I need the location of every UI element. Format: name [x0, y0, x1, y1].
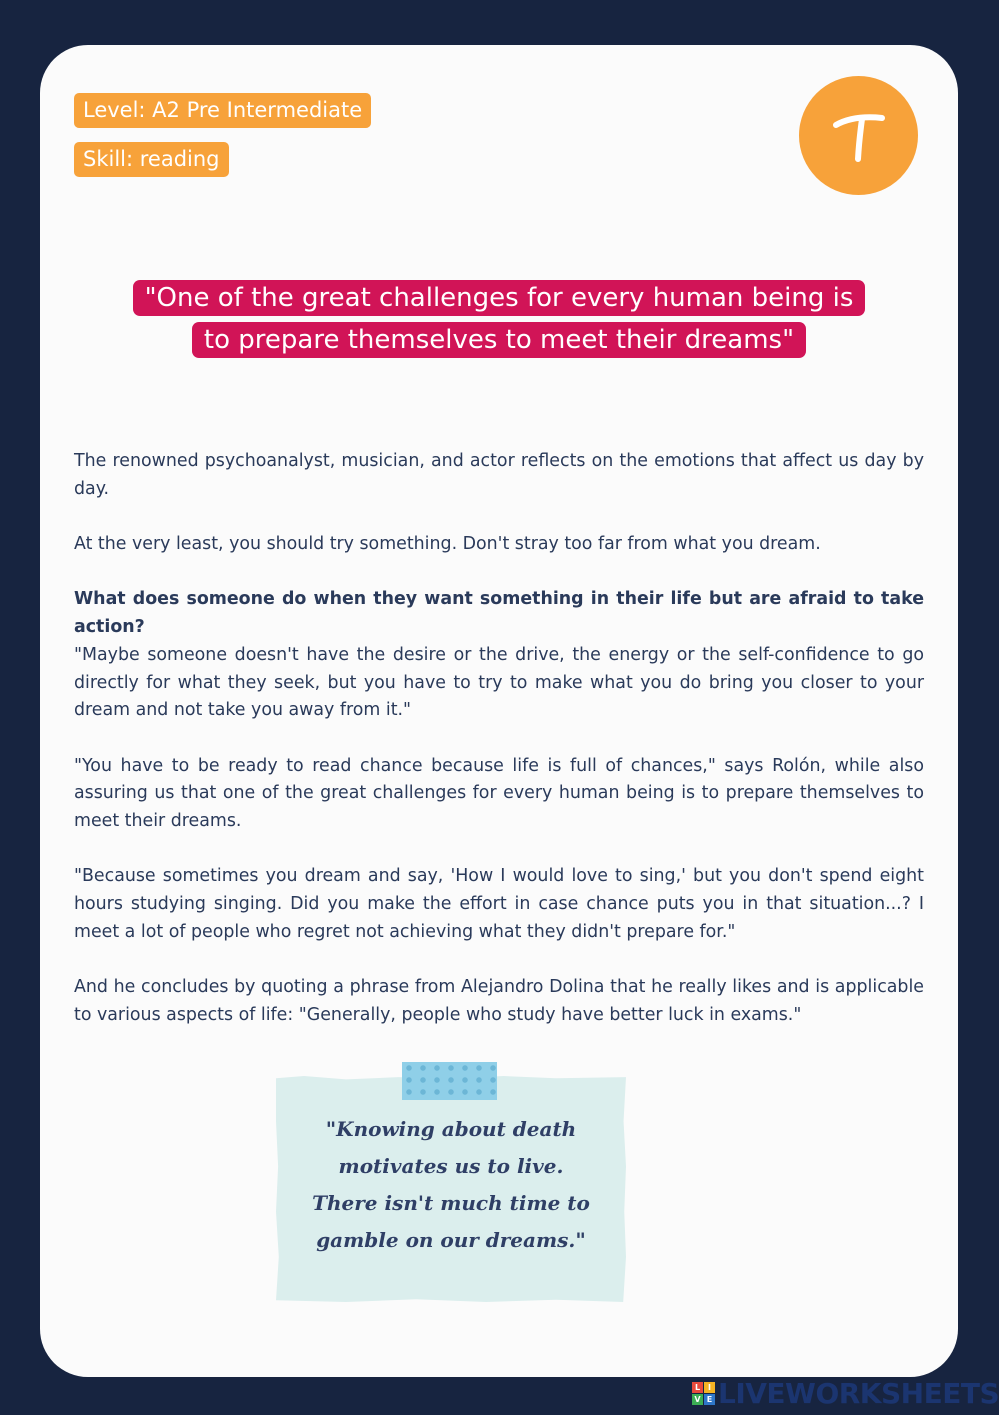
article-question: What does someone do when they want something in their life but are afraid to take action? — [74, 589, 924, 638]
note-line-3: There isn't much time to — [312, 1191, 590, 1215]
brand-block-1: L — [692, 1382, 703, 1393]
article-body — [74, 448, 924, 1057]
headline-quote — [74, 277, 924, 361]
note-line-1: "Knowing about death — [325, 1117, 577, 1141]
level-tag: Level: A2 Pre Intermediate — [74, 93, 371, 128]
article-paragraph-4: "You have to be ready to read chance because life is full of chances," says Rolón, while also assuring us that one of the great challenges for every human being is to prepare themselves to meet their dreams. — [74, 755, 924, 832]
brand-block-3: V — [692, 1394, 703, 1405]
headline-line-1: "One of the great challenges for every human being is — [133, 280, 866, 316]
note-line-4: gamble on our dreams." — [316, 1228, 586, 1252]
sticky-note-quote — [276, 1111, 626, 1259]
article-paragraph-5: "Because sometimes you dream and say, 'How I would love to sing,' but you don't spend eight hours studying singing. Did you make the effort in case chance puts you in that situation...? I meet a lot of people who regret not achieving what they didn't prepare for." — [74, 866, 924, 942]
brand-blocks-icon — [692, 1382, 715, 1405]
skill-tag: Skill: reading — [74, 142, 229, 177]
article-paragraph-2: At the very least, you should try something. Don't stray too far from what you dream. — [74, 534, 821, 555]
brand-block-2: I — [704, 1382, 715, 1393]
tape-strip — [402, 1062, 497, 1100]
article-paragraph-6: And he concludes by quoting a phrase from Alejandro Dolina that he really likes and is applicable to various aspects of life: "Generally, people who study have better luck in exams." — [74, 977, 924, 1025]
brand-name: LIVEWORKSHEETS — [718, 1376, 999, 1410]
note-line-2: motivates us to live. — [338, 1154, 564, 1178]
liveworksheets-brand — [692, 1377, 999, 1409]
brand-block-4: E — [704, 1394, 715, 1405]
article-paragraph-1: The renowned psychoanalyst, musician, and actor reflects on the emotions that affect us day by day. — [74, 451, 924, 499]
headline-line-2: to prepare themselves to meet their dreams" — [192, 322, 806, 358]
article-paragraph-3: "Maybe someone doesn't have the desire or the drive, the energy or the self-confidence to go directly for what they seek, but you have to try to make what you do bring you closer to your dream and not take you away from it." — [74, 644, 924, 721]
letter-t-logo-icon — [799, 76, 918, 195]
letter-t-glyph-icon — [824, 101, 894, 171]
